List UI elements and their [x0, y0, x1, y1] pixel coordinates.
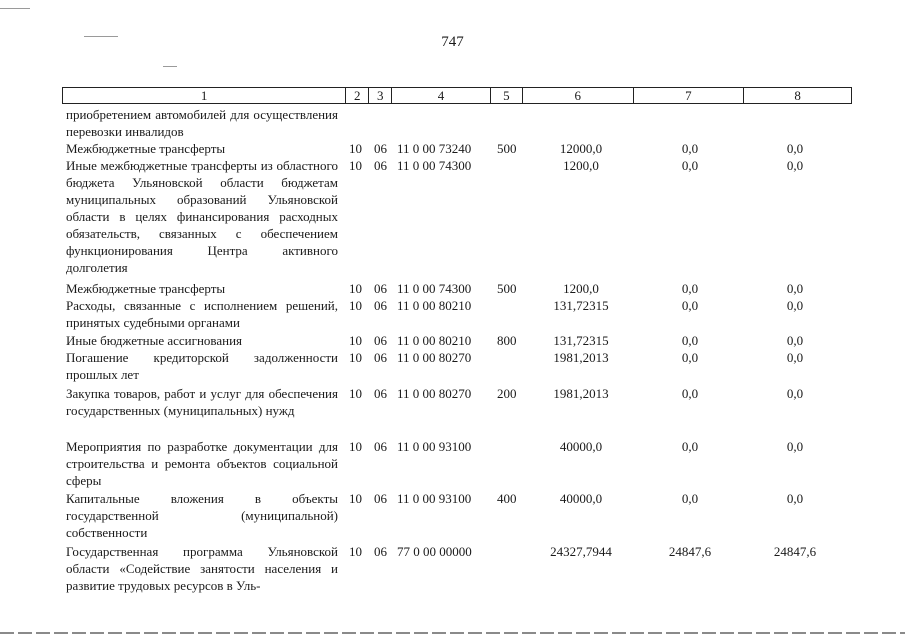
row-amount-col8: 0,0: [786, 333, 804, 348]
row-name: Закупка товаров, работ и услуг для обеспечения государственных (муниципальных) нужд: [66, 386, 338, 418]
row-amount-col7: 24847,6: [668, 544, 712, 559]
row-expense-type: 400: [497, 491, 517, 506]
row-name: Межбюджетные трансферты: [66, 141, 226, 156]
header-col-2: 2: [346, 88, 369, 103]
row-target-code: 11 0 00 80270: [397, 386, 472, 401]
row-subsection: 06: [374, 350, 387, 365]
row-expense-type: 800: [497, 333, 517, 348]
row-name: Погашение кредиторской задолженности прошлых лет: [66, 350, 338, 382]
row-amount-col8: 0,0: [786, 439, 804, 454]
row-target-code: 11 0 00 74300: [397, 158, 472, 173]
scan-mark: [163, 66, 177, 67]
row-amount-col6: 1981,2013: [553, 350, 609, 365]
scan-bottom-edge: [0, 632, 905, 634]
row-amount-col7: 0,0: [681, 158, 699, 173]
row-amount-col7: 0,0: [681, 281, 699, 296]
row-amount-col7: 0,0: [681, 350, 699, 365]
row-subsection: 06: [374, 386, 387, 401]
row-amount-col8: 0,0: [786, 281, 804, 296]
row-section: 10: [349, 491, 362, 506]
row-subsection: 06: [374, 491, 387, 506]
row-subsection: 06: [374, 333, 387, 348]
row-amount-col8: 0,0: [786, 298, 804, 313]
row-amount-col6: 40000,0: [559, 439, 603, 454]
row-amount-col6: 1981,2013: [553, 386, 609, 401]
header-col-4: 4: [392, 88, 491, 103]
row-subsection: 06: [374, 439, 387, 454]
row-section: 10: [349, 333, 362, 348]
row-expense-type: 500: [497, 281, 517, 296]
row-name: Расходы, связанные с исполнением решений, принятых судебными органами: [66, 298, 338, 330]
row-amount-col8: 0,0: [786, 350, 804, 365]
page-number: 747: [441, 34, 464, 50]
row-amount-col7: 0,0: [681, 386, 699, 401]
row-subsection: 06: [374, 158, 387, 173]
row-amount-col8: 0,0: [786, 386, 804, 401]
row-expense-type: 500: [497, 141, 517, 156]
row-target-code: 11 0 00 73240: [397, 141, 472, 156]
row-amount-col6: 131,72315: [553, 298, 609, 313]
row-section: 10: [349, 544, 362, 559]
row-target-code: 11 0 00 74300: [397, 281, 472, 296]
row-target-code: 11 0 00 80210: [397, 333, 472, 348]
row-amount-col7: 0,0: [681, 333, 699, 348]
row-subsection: 06: [374, 298, 387, 313]
scan-mark: [0, 8, 30, 9]
row-name: Капитальные вложения в объекты государственной (муниципальной) собственности: [66, 491, 338, 540]
row-subsection: 06: [374, 281, 387, 296]
row-section: 10: [349, 298, 362, 313]
row-name: Государственная программа Ульяновской области «Содействие занятости населения и развитие трудовых ресурсов в Уль-: [66, 544, 338, 593]
row-amount-col8: 24847,6: [773, 544, 817, 559]
header-col-7: 7: [634, 88, 745, 103]
row-amount-col6: 12000,0: [559, 141, 603, 156]
row-section: 10: [349, 386, 362, 401]
row-section: 10: [349, 158, 362, 173]
header-col-1: 1: [63, 88, 346, 103]
row-target-code: 77 0 00 00000: [397, 544, 472, 559]
row-section: 10: [349, 141, 362, 156]
row-amount-col7: 0,0: [681, 491, 699, 506]
row-amount-col7: 0,0: [681, 298, 699, 313]
row-section: 10: [349, 439, 362, 454]
row-amount-col8: 0,0: [786, 491, 804, 506]
row-name: Мероприятия по разработке документации для строительства и ремонта объектов социальной сферы: [66, 439, 338, 488]
row-name: Иные бюджетные ассигнования: [66, 333, 243, 348]
row-amount-col8: 0,0: [786, 141, 804, 156]
row-amount-col6: 131,72315: [553, 333, 609, 348]
row-name: Иные межбюджетные трансферты из областного бюджета Ульяновской области бюджетам муниципальных образований Ульяновской области в целях финансирования расходных обязательств, связанных с обеспечением функционирования Центра активного долголетия: [66, 158, 338, 275]
row-name: приобретением автомобилей для осуществления перевозки инвалидов: [66, 107, 338, 139]
row-target-code: 11 0 00 93100: [397, 491, 472, 506]
row-subsection: 06: [374, 141, 387, 156]
header-col-5: 5: [491, 88, 523, 103]
row-amount-col7: 0,0: [681, 439, 699, 454]
row-subsection: 06: [374, 544, 387, 559]
header-col-6: 6: [523, 88, 634, 103]
header-col-8: 8: [794, 88, 801, 103]
row-target-code: 11 0 00 80210: [397, 298, 472, 313]
row-amount-col7: 0,0: [681, 141, 699, 156]
row-section: 10: [349, 281, 362, 296]
row-amount-col6: 24327,7944: [550, 544, 612, 559]
header-col-3: 3: [369, 88, 392, 103]
table-header: [62, 87, 852, 104]
row-amount-col6: 1200,0: [563, 281, 599, 296]
row-amount-col8: 0,0: [786, 158, 804, 173]
row-target-code: 11 0 00 93100: [397, 439, 472, 454]
row-section: 10: [349, 350, 362, 365]
row-amount-col6: 40000,0: [559, 491, 603, 506]
row-name: Межбюджетные трансферты: [66, 281, 226, 296]
row-expense-type: 200: [497, 386, 517, 401]
row-amount-col6: 1200,0: [563, 158, 599, 173]
row-target-code: 11 0 00 80270: [397, 350, 472, 365]
